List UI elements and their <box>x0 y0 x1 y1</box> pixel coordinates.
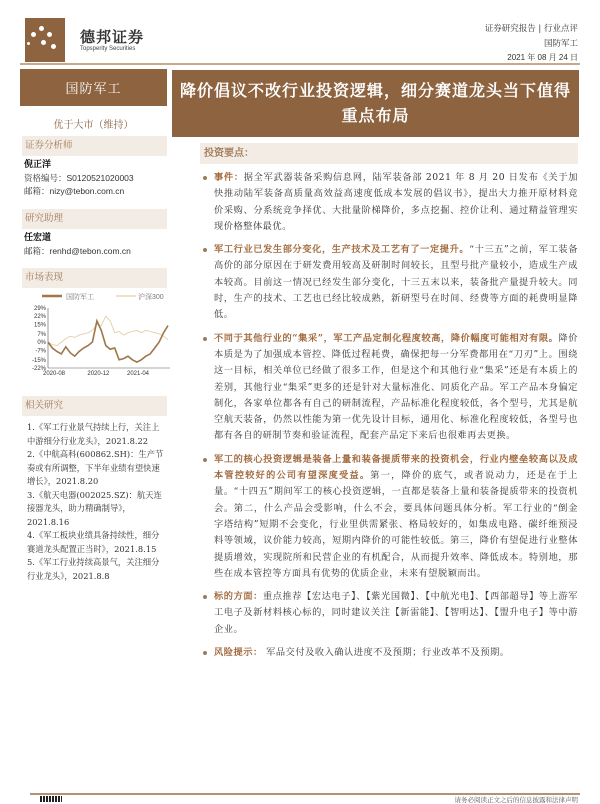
analyst-name: 倪正洋 <box>24 160 52 170</box>
analyst-info <box>24 159 134 198</box>
y-tick-label: 22% <box>33 314 46 321</box>
related-item[interactable]: 2.《中航高科(600862.SH)：生产节奏或有所调整，下半年业绩有望快速增长》，2021.8.20 <box>27 449 164 486</box>
market-performance-chart <box>20 288 170 377</box>
key-point <box>200 242 578 323</box>
series-line-hs300 <box>48 316 168 345</box>
related-item[interactable]: 5.《军工行业持续高景气，关注细分行业龙头》，2021.8.8 <box>27 557 160 581</box>
y-tick-label: 7% <box>37 331 46 338</box>
assistant-info <box>24 232 131 258</box>
report-type: 证券研究报告 | 行业点评 <box>484 24 578 34</box>
legend-label-hs300: 沪深300 <box>138 294 164 301</box>
assistant-name: 任宏道 <box>24 233 52 243</box>
key-point-text: 重点推荐【宏达电子】、【紫光国微】、【中航光电】、【西部超导】等上游军工电子及新材料核心标的，同时建议关注【新雷能】、【智明达】、【盟升电子】等中游企业。 <box>214 591 579 635</box>
y-tick-label: 0% <box>37 340 46 347</box>
key-point <box>200 170 578 235</box>
y-tick-label: -7% <box>35 348 46 355</box>
assistant-header: 研究助理 <box>22 209 167 229</box>
company-name-en: Topsperity Securities <box>80 46 136 52</box>
key-point-lead: 事件： <box>214 172 244 183</box>
key-point-text: “十三五”之前，军工装备高价的部分原因在于研发费用较高及研制时间较长，且型号批产量较小，造成生产成本较高。目前这一情况已经发生部分变化，十三五末以来，装备批产量提升较大。同时，生产的技术、工艺也已经比较成熟，新研型号在时间、经费等方面的耗费明显降低。 <box>214 244 578 321</box>
key-point <box>200 331 578 445</box>
key-point <box>200 452 578 582</box>
key-point-text: 军品交付及收入确认进度不及预期；行业改革不及预期。 <box>262 647 510 659</box>
key-point-text: 第一，降价的底气，或者说动力，还是在于上量。“十四五”期间军工的核心投资逻辑，一直都是装备上量和装备提质带来的投资机会。第二，什么产品会受影响，什么不会，要具体问题具体分析。军工行业的“倒金字塔结构”短期不会变化，行业里供需紧张、格局较好的，如集成电路、碳纤维预浸料等领域，议价能力较高，短期内降价的可能性较低。第三，降价有望促进行业整体提质增效，实现院所和民营企业的有机配合，从而提升效率、降低成本。特别地，那些在成本管控等方面具有优势的优质企业，未来有望脱颖而出。 <box>214 470 579 579</box>
analyst-email[interactable]: 邮箱：nizy@tebon.com.cn <box>24 186 125 196</box>
sector-label: 国防军工 <box>20 69 167 106</box>
bullet-icon <box>203 337 207 341</box>
key-points-body <box>200 170 578 668</box>
key-points-header: 投资要点： <box>200 143 578 164</box>
bullet-icon <box>203 595 207 599</box>
related-list <box>27 421 167 583</box>
x-tick-label: 2020-08 <box>42 371 66 377</box>
bullet-icon <box>203 176 207 180</box>
key-point <box>200 589 578 638</box>
bullet-icon <box>203 651 207 655</box>
key-point-lead: 标的方面： <box>214 591 263 603</box>
related-item[interactable]: 3.《航天电器(002025.SZ)：航天连接器龙头，助力精确制导》，2021.8.16 <box>27 489 162 527</box>
header-industry: 国防军工 <box>543 39 578 49</box>
y-tick-label: -15% <box>31 357 46 364</box>
series-line-defense <box>48 321 168 362</box>
rating: 优于大市（维持） <box>53 120 134 131</box>
assistant-email[interactable]: 邮箱：renhd@tebon.com.cn <box>24 246 131 256</box>
qr-code-icon <box>40 796 62 802</box>
x-tick-label: 2021-04 <box>126 371 150 377</box>
header-divider <box>20 63 580 65</box>
key-point-lead: 不同于其他行业的“集采”，军工产品定制化程度较高，降价幅度可能相对有限。 <box>214 332 559 344</box>
key-point-lead: 军工行业已发生部分变化，生产技术及工艺有了一定提升。 <box>214 244 470 256</box>
bullet-icon <box>203 458 207 462</box>
key-point <box>200 645 578 661</box>
company-name-cn: 德邦证券 <box>80 28 145 46</box>
y-tick-label: 29% <box>33 306 46 312</box>
key-point-text: 降价本质是为了加强成本管控、降低过程耗费，确保把每一分军费都用在“刀刃”上。围绕这一目标，相关单位已经做了很多工作，但是这个和其他行业“集采”还是有本质上的差别，其他行业“集采”更多的还是针对大量标准化、同质化产品。军工产品本身偏定制化，各家单位都各有自己的研制流程，产品标准化程度较低，各个型号，尤其是航空航天装备，仍然以性能为第一优先设计目标，通用化、标准化程度较低，各型号也都有各自的研制节奏和验证流程，配套产品定下来后也很难再去更换。 <box>214 332 578 442</box>
related-item[interactable]: 4.《军工板块业绩具备持续性，细分赛道龙头配置正当时》，2021.8.15 <box>27 530 160 554</box>
company-logo <box>25 18 65 62</box>
key-point-lead: 风险提示： <box>214 647 263 659</box>
footer-disclaimer: 请务必阅读正文之后的信息披露和法律声明 <box>454 796 578 804</box>
bullet-icon <box>203 248 207 252</box>
y-tick-label: 15% <box>33 322 46 329</box>
key-point-text: 据全军武器装备采购信息网，陆军装备部 2021 年 8 月 20 日发布《关于加快推动陆军装备高质量高效益高速度低成本发展的倡议书》，提出大力推开原材料竞价采购、分系统竞争择优、大批量阶梯降价，多点挖掘、控价让利、通过精益管理实现价格整体最优。 <box>214 172 578 232</box>
key-point-lead: 军工的核心投资逻辑是装备上量和装备提质带来的投资机会，行业内壁垒较高以及成本管控较好的公司有望深度受益。 <box>214 453 578 482</box>
x-tick-label: 2020-12 <box>87 371 110 377</box>
analyst-header: 证券分析师 <box>22 136 167 156</box>
analyst-cert: 资格编号：S0120521020003 <box>24 173 134 183</box>
legend-label-defense: 国防军工 <box>66 294 94 301</box>
market-header: 市场表现 <box>22 268 167 288</box>
related-item[interactable]: 1.《军工行业景气持续上行，关注上中游细分行业龙头》，2021.8.22 <box>27 422 160 446</box>
report-date: 2021 年 08 月 24 日 <box>507 53 578 62</box>
y-tick-label: -22% <box>31 366 46 372</box>
report-title: 降价倡议不改行业投资逻辑，细分赛道龙头当下值得重点布局 <box>172 70 579 137</box>
related-header: 相关研究 <box>22 396 167 416</box>
